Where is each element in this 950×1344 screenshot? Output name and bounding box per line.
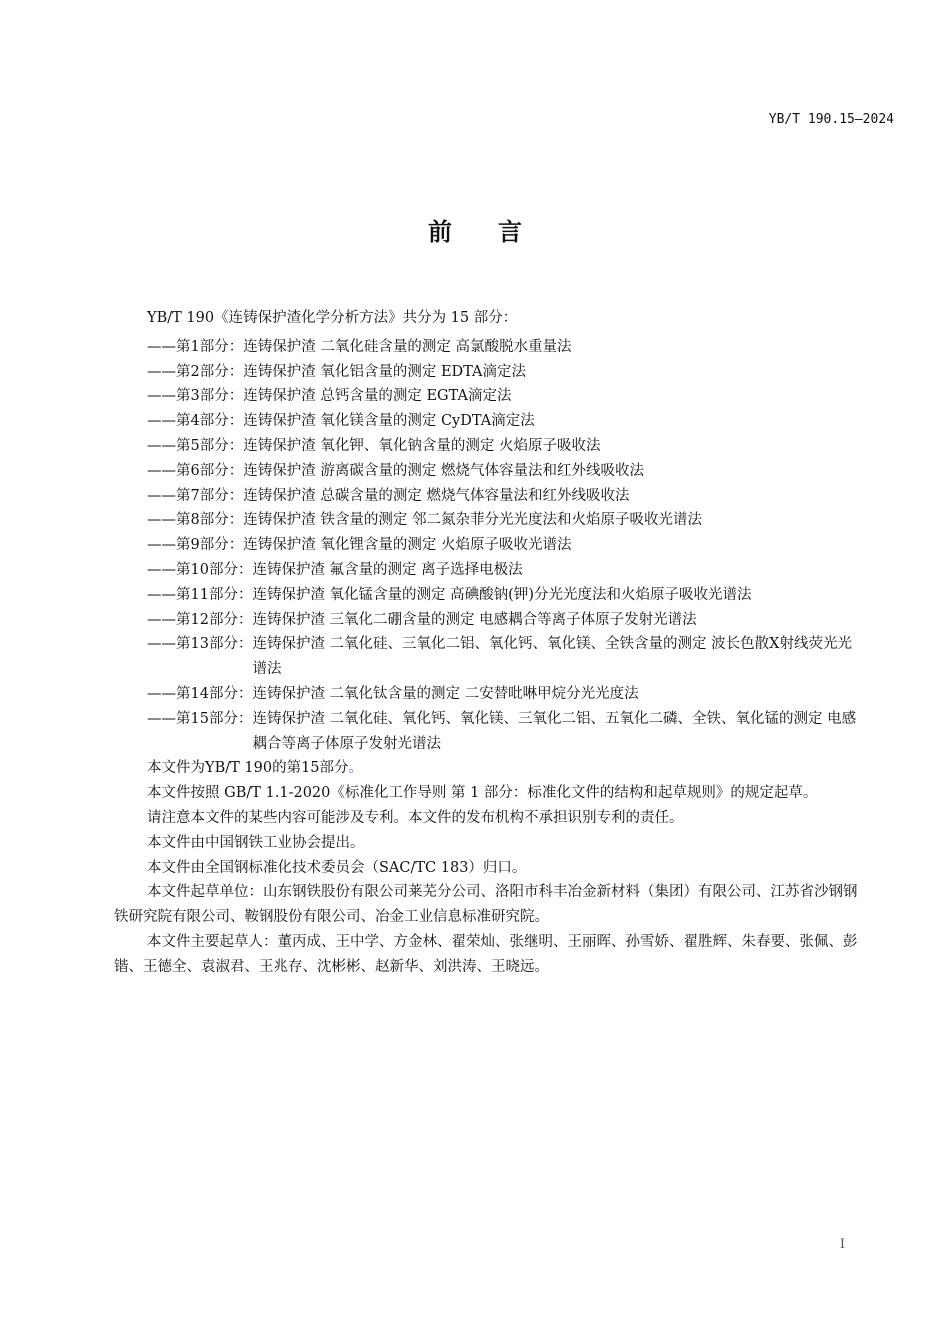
committee-paragraph: 本文件由全国钢标准化技术委员会（SAC/TC 183）归口。 (147, 859, 527, 876)
page-number: I (839, 1237, 845, 1252)
parts-list (114, 335, 862, 757)
patent-notice: 请注意本文件的某些内容可能涉及专利。本文件的发布机构不承担识别专利的责任。 (147, 809, 684, 826)
list-item: ——第9部分： 连铸保护渣 氧化锂含量的测定 火焰原子吸收光谱法 (147, 537, 572, 554)
intro-paragraph: YB/T 190《连铸保护渣化学分析方法》共分为 15 部分： (147, 310, 518, 326)
list-item: ——第3部分： 连铸保护渣 总钙含量的测定 EGTA滴定法 (147, 388, 512, 405)
list-item: ——第10部分： 连铸保护渣 氟含量的测定 离子选择电极法 (147, 561, 523, 578)
document-body (114, 306, 862, 980)
drafters-paragraph: 本文件主要起草人：董丙成、王中学、方金林、翟荣灿、张继明、王丽晖、孙雪娇、翟胜辉、朱春要、张佩、彭锴、王德全、袁淑君、王兆存、沈彬彬、赵新华、刘洪涛、王晓远。 (114, 933, 858, 975)
list-item: ——第4部分： 连铸保护渣 氧化镁含量的测定 CyDTA滴定法 (147, 413, 535, 430)
list-item: ——第12部分： 连铸保护渣 三氧化二硼含量的测定 电感耦合等离子体原子发射光谱法 (147, 611, 697, 628)
list-item: ——第8部分： 连铸保护渣 铁含量的测定 邻二氮杂菲分光光度法和火焰原子吸收光谱法 (147, 512, 702, 529)
list-item: ——第7部分： 连铸保护渣 总碳含量的测定 燃烧气体容量法和红外线吸收法 (147, 487, 630, 504)
list-item: ——第6部分： 连铸保护渣 游离碳含量的测定 燃烧气体容量法和红外线吸收法 (147, 462, 644, 479)
list-item: ——第2部分： 连铸保护渣 氧化铝含量的测定 EDTA滴定法 (147, 363, 527, 380)
list-item: ——第11部分： 连铸保护渣 氧化锰含量的测定 高碘酸钠(钾)分光光度法和火焰原子吸收光谱法 (147, 586, 752, 603)
list-item: ——第13部分： 连铸保护渣 二氧化硅、三氧化二铝、氧化钙、氧化镁、全铁含量的测定 波长色散X射线荧光光谱法 (147, 636, 852, 678)
list-item: ——第15部分： 连铸保护渣 二氧化硅、氧化钙、氧化镁、三氧化二铝、五氧化二磷、全铁、氧化锰的测定 电感耦合等离子体原子发射光谱法 (147, 710, 857, 752)
part-statement: 本文件为YB/T 190的第15部分。 (147, 760, 364, 777)
list-item: ——第5部分： 连铸保护渣 氧化钾、氧化钠含量的测定 火焰原子吸收法 (147, 437, 601, 454)
list-item: ——第14部分： 连铸保护渣 二氧化钛含量的测定 二安替吡啉甲烷分光光度法 (147, 685, 639, 702)
document-number: YB/T 190.15—2024 (768, 112, 894, 127)
drafting-rules-paragraph: 本文件按照 GB/T 1.1-2020《标准化工作导则 第 1 部分：标准化文件的结构和起草规则》的规定起草。 (147, 785, 818, 802)
drafting-units-paragraph: 本文件起草单位：山东钢铁股份有限公司莱芜分公司、洛阳市科丰冶金新材料（集团）有限公司、江苏省沙钢钢铁研究院有限公司、鞍钢股份有限公司、冶金工业信息标准研究院。 (114, 884, 858, 926)
proposer-paragraph: 本文件由中国钢铁工业协会提出。 (147, 834, 365, 851)
list-item: ——第1部分： 连铸保护渣 二氧化硅含量的测定 高氯酸脱水重量法 (147, 338, 572, 355)
page-title: 前言 (428, 217, 568, 246)
